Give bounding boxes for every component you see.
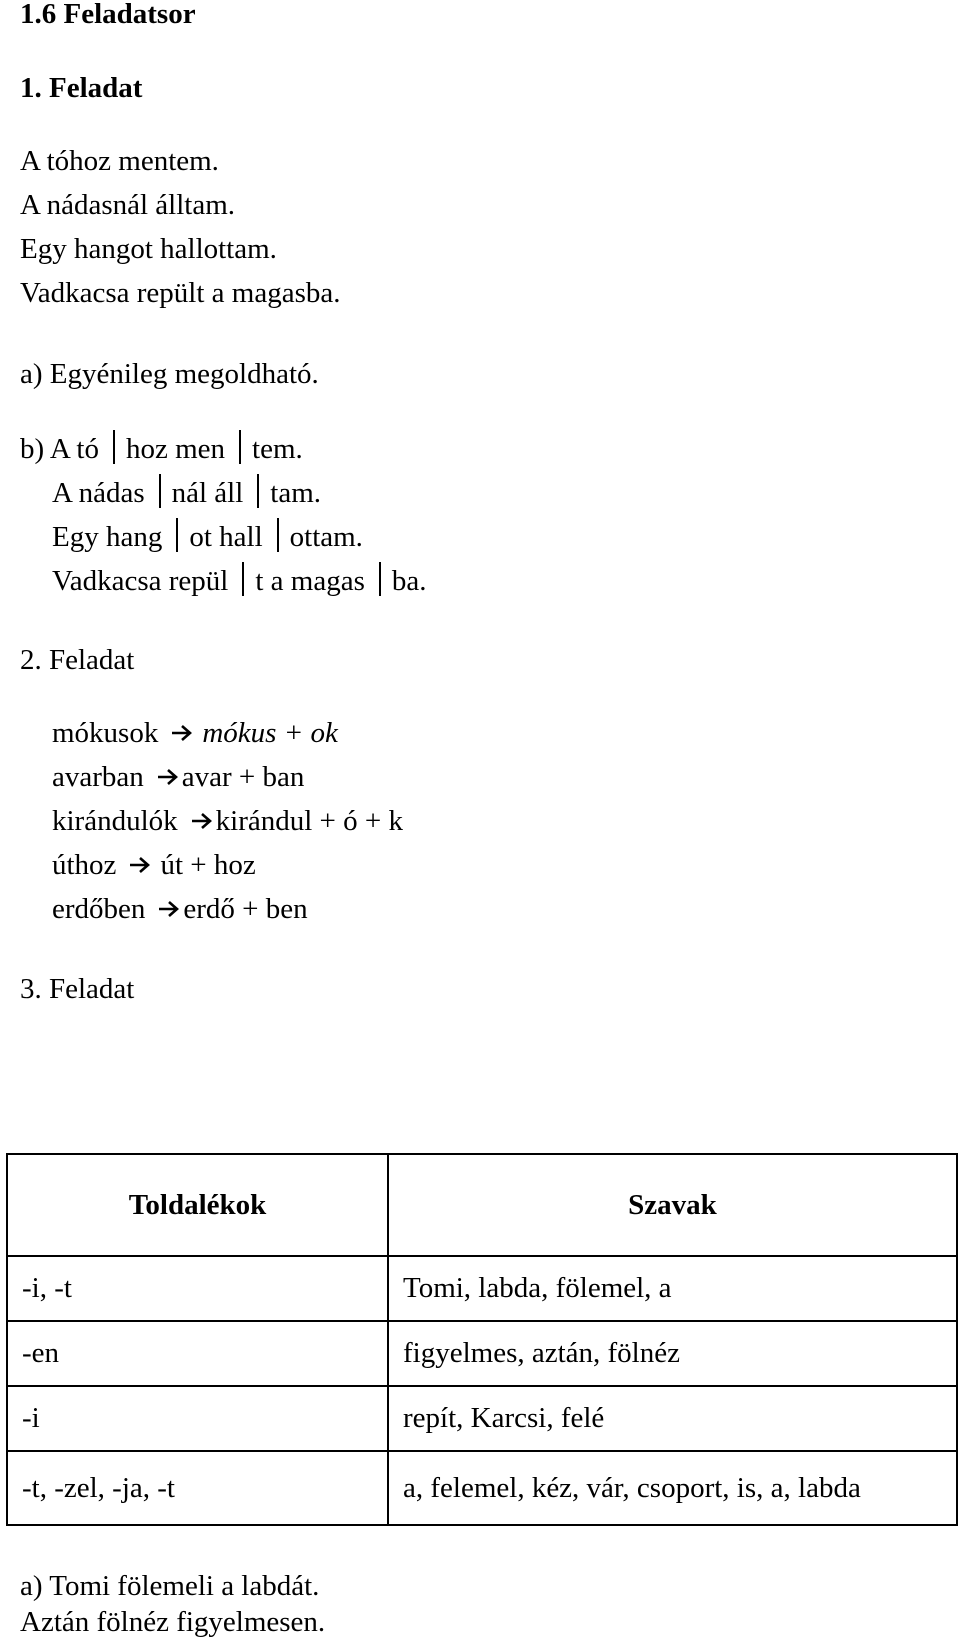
table-cell: -i, -t [7,1256,388,1321]
word: mókusok [52,717,159,749]
table-row [7,1256,957,1321]
divider [257,474,259,508]
task1-heading: 1. Feladat [20,72,143,104]
column-header: Toldalékok [7,1154,388,1256]
table-cell: a, felemel, kéz, vár, csoport, is, a, labda [388,1451,957,1525]
word-parts: kirándul + ó + k [215,805,404,837]
segment: tem. [252,433,303,465]
segment: ottam. [289,521,363,553]
table-row [7,1451,957,1525]
word-parts: út + hoz [160,849,256,881]
divider [239,430,241,464]
table-cell: Tomi, labda, fölemel, a [388,1256,957,1321]
segment: ot hall [189,521,263,553]
table-cell: repít, Karcsi, felé [388,1386,957,1451]
segment: t a magas [255,565,365,597]
divider [176,518,178,552]
suffix-table [6,1153,958,1526]
word: avarban [52,761,144,793]
task2-row [52,716,338,750]
task1-answer-a: a) Egyénileg megoldható. [20,358,319,390]
task1-b-prefix: b) [20,433,45,465]
segment: nál áll [171,477,244,509]
segment: ba. [391,565,427,597]
table-cell: -i [7,1386,388,1451]
divider [277,518,279,552]
right-arrow-icon [156,767,180,787]
table-cell: figyelmes, aztán, fölnéz [388,1321,957,1386]
word-parts: erdő + ben [183,893,308,925]
task1-line: Egy hangot hallottam. [20,233,277,265]
task2-row [52,848,256,882]
task1-line: A nádasnál álltam. [20,189,236,221]
task3-answer-line: a) Tomi fölemeli a labdát. [20,1570,320,1602]
table-cell: -en [7,1321,388,1386]
task1-b-row [52,518,363,554]
task1-line: A tóhoz mentem. [20,145,219,177]
word: erdőben [52,893,146,925]
table-cell: -t, -zel, -ja, -t [7,1451,388,1525]
divider [242,562,244,596]
word-parts: avar + ban [181,761,305,793]
segment: tam. [270,477,322,509]
column-header: Szavak [388,1154,957,1256]
task1-b-row [20,430,303,466]
table-row [7,1386,957,1451]
divider [159,474,161,508]
section-title: 1.6 Feladatsor [20,0,196,30]
table-row [7,1321,957,1386]
task1-b-row [52,474,321,510]
task2-row [52,892,308,926]
segment: A nádas [52,477,145,509]
divider [113,430,115,464]
task1-line: Vadkacsa repült a magasba. [20,277,341,309]
task2-row [52,804,403,838]
task2-row [52,760,304,794]
right-arrow-icon [190,811,214,831]
segment: hoz men [125,433,226,465]
right-arrow-icon [170,723,194,743]
word-parts: mókus + ok [202,717,338,749]
word: kirándulók [52,805,178,837]
task3-answer-line: Aztán fölnéz figyelmesen. [20,1606,326,1638]
table-header-row [7,1154,957,1256]
segment: Vadkacsa repül [52,565,229,597]
segment: Egy hang [52,521,163,553]
task2-heading: 2. Feladat [20,644,135,676]
divider [379,562,381,596]
segment: A tó [49,433,99,465]
task3-heading: 3. Feladat [20,973,135,1005]
right-arrow-icon [157,899,181,919]
word: úthoz [52,849,117,881]
task1-b-row [52,562,426,598]
right-arrow-icon [128,855,152,875]
